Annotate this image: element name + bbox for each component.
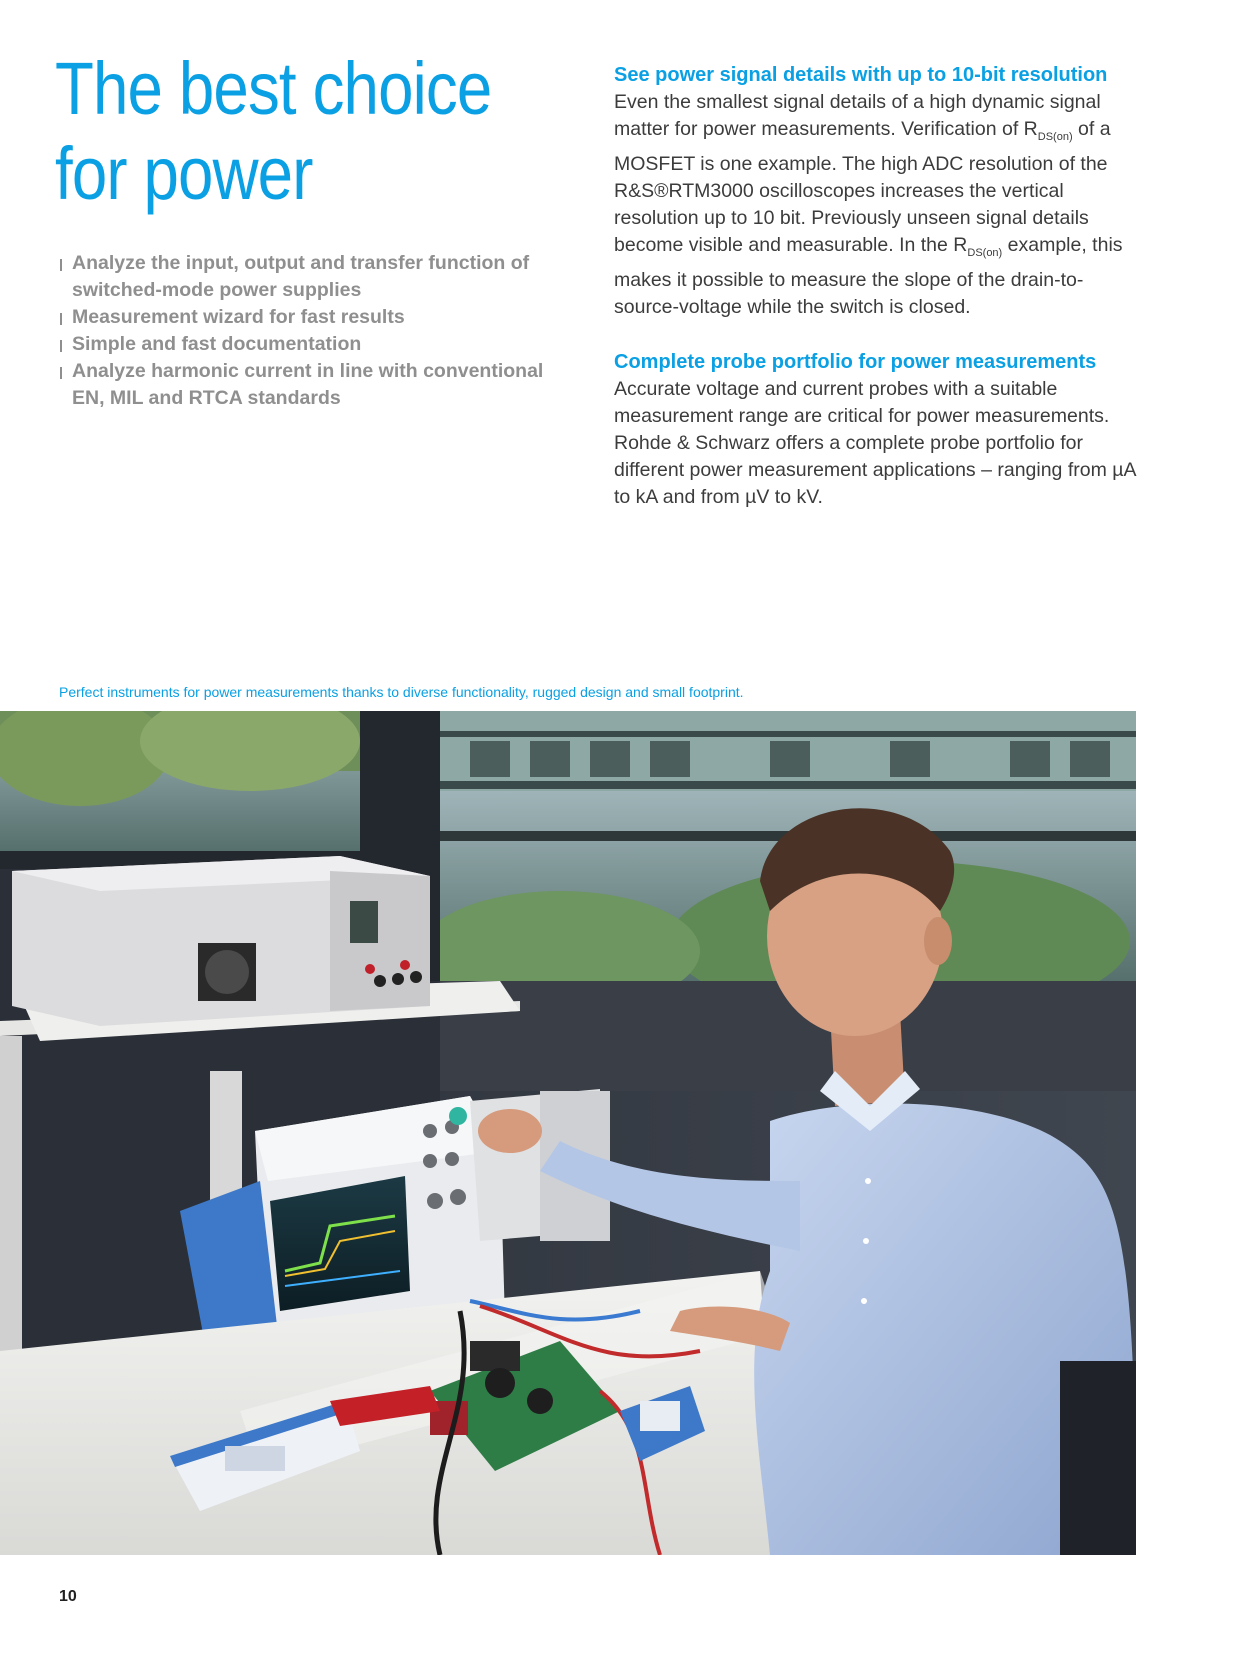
feature-text: Analyze harmonic current in line with conventional EN, MIL and RTCA standards [72, 360, 544, 409]
subscript: DS(on) [1037, 130, 1073, 143]
bullet-mark-icon [60, 259, 62, 271]
bullet-mark-icon [60, 367, 62, 379]
feature-item [58, 358, 578, 412]
page-title: The best choice for power [55, 47, 492, 215]
section-body: Accurate voltage and current probes with a suitable measurement range are critical for power measurements. Rohde & Schwarz offers a complete probe portfolio for different power measurement applications – ranging from µA to kA and from µV to kV. [614, 377, 1136, 508]
feature-text: Simple and fast documentation [72, 333, 362, 355]
section-heading: See power signal details with up to 10-bit resolution [614, 64, 1108, 86]
lab-photo [0, 711, 1136, 1555]
section-body [614, 89, 1139, 321]
page-number: 10 [59, 1588, 77, 1605]
body-text: example, this makes it possible to measure the slope of the drain-to-source-voltage while the switch is closed. [614, 233, 1123, 318]
section-resolution [614, 62, 1139, 321]
right-column [614, 62, 1139, 511]
photo-caption: Perfect instruments for power measurements thanks to diverse functionality, rugged design and small footprint. [59, 684, 744, 700]
section-heading: Complete probe portfolio for power measurements [614, 350, 1097, 373]
bullet-mark-icon [60, 313, 62, 325]
body-text: Even the smallest signal details of a high dynamic signal matter for power measurements. Verification of R [614, 91, 1101, 140]
feature-text: Analyze the input, output and transfer function of switched-mode power supplies [72, 252, 530, 301]
feature-list [58, 250, 578, 412]
subscript: DS(on) [967, 246, 1003, 259]
feature-text: Measurement wizard for fast results [72, 306, 405, 328]
body-text: of a MOSFET is one example. The high ADC resolution of the R&S®RTM3000 oscilloscopes increases the vertical resolution up to 10 bit. Previously unseen signal details become visible and measurable. In the R [614, 118, 1111, 256]
feature-item [58, 304, 578, 331]
feature-item [58, 250, 578, 304]
lab-photo-illustration [0, 711, 1136, 1555]
feature-item [58, 331, 578, 358]
section-probes [614, 349, 1139, 511]
bullet-mark-icon [60, 340, 62, 352]
